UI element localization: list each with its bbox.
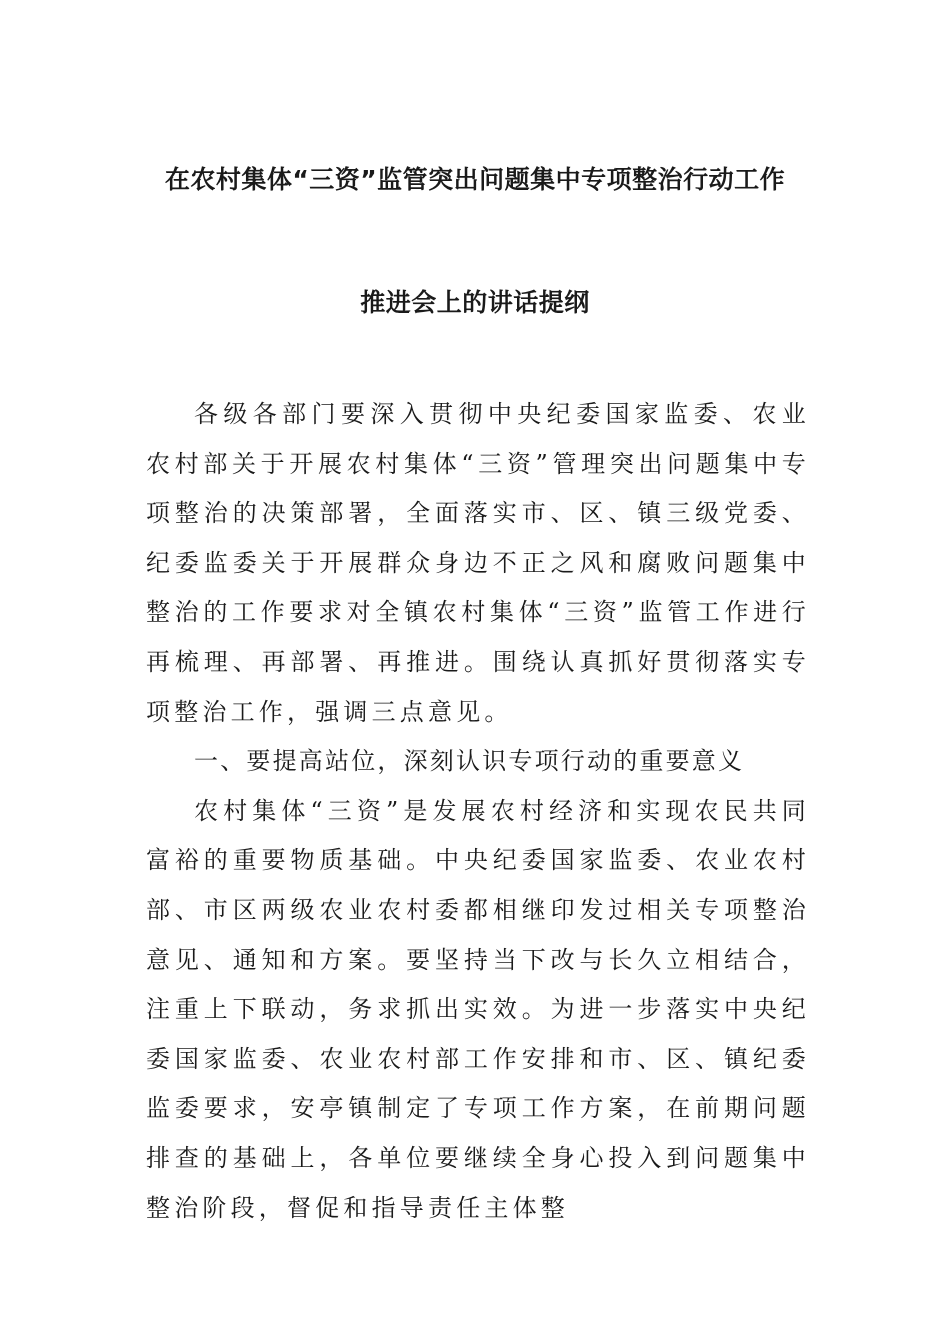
paragraph-section-1: 农村集体“三资”是发展农村经济和实现农民共同富裕的重要物质基础。中央纪委国家监委、农业农村部、市区两级农业农村委都相继印发过相关专项整治意见、通知和方案。要坚持当下改与长久立相结合，注重上下联动，务求抓出实效。为进一步落实中央纪委国家监委、农业农村部工作安排和市、区、镇纪委监委要求，安亭镇制定了专项工作方案，在前期问题排查的基础上，各单位要继续全身心投入到问题集中整治阶段，督促和指导责任主体整: [146, 796, 810, 1222]
document-body: [146, 390, 810, 1233]
document-title-line-1: 在农村集体“三资”监管突出问题集中专项整治行动工作: [164, 165, 786, 194]
document-title-line-2: 推进会上的讲话提纲: [360, 288, 590, 317]
paragraph-intro: 各级各部门要深入贯彻中央纪委国家监委、农业农村部关于开展农村集体“三资”管理突出问题集中专项整治的决策部署，全面落实市、区、镇三级党委、纪委监委关于开展群众身边不正之风和腐败问题集中整治的工作要求对全镇农村集体“三资”监管工作进行再梳理、再部署、再推进。围绕认真抓好贯彻落实专项整治工作，强调三点意见。: [146, 400, 810, 726]
section-heading-1: 一、要提高站位，深刻认识专项行动的重要意义: [194, 747, 745, 776]
